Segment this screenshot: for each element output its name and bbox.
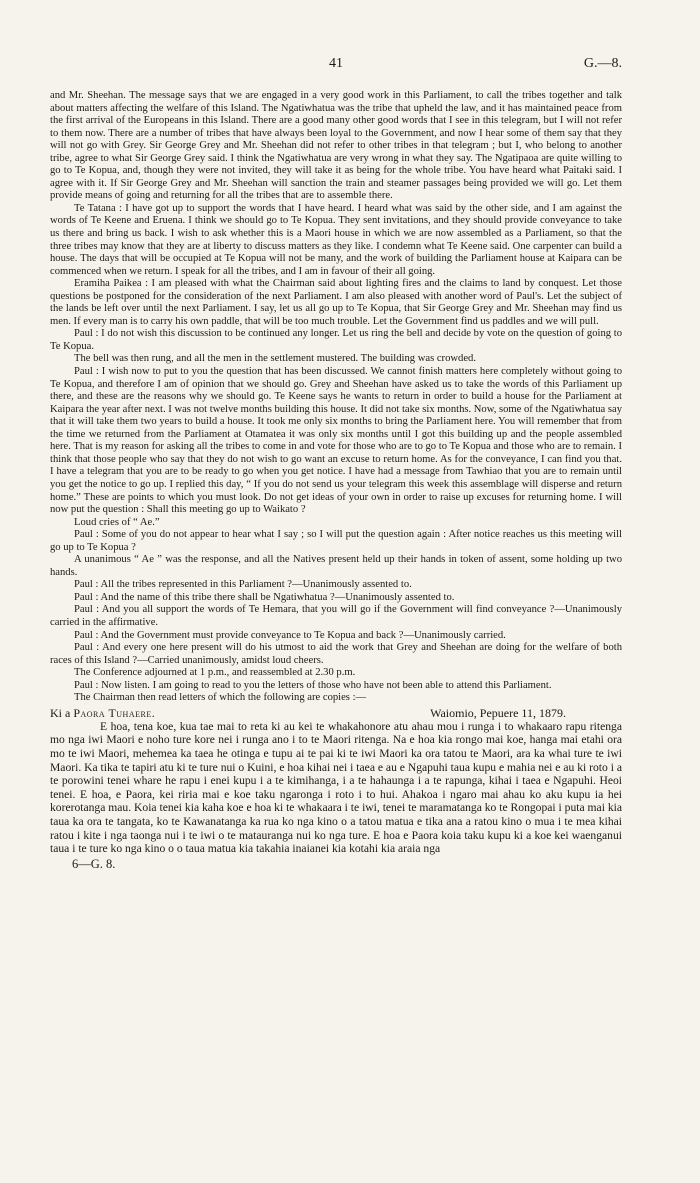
maori-letter: [50, 720, 622, 856]
maori-letter-text: E hoa, tena koe, kua tae mai to reta ki au kei te whakahonore atu ahau mou i runga i to whakaaro rapu ritenga mo nga iwi Maori e noho ture kore nei i runga ano i to te Maori ritenga. Na e hoa kia rongo mai koe, hanga mai etahi ora mo te iwi Maori, mehemea ka taea he otinga e tupu ai te pai ki te iwi Maori ka ora tatou te Maori, ara ka whai ture te iwi Maori. Ka tika te tapiri atu ki te ture nui o Kuini, e hoa kihai nei i taea e au e Ngapuhi taua kupu e mahia nei e au ki roto i a te porowini tenei whare he rapu i enei kupu i a te kimihanga, i a te hahaunga i a te rapunga, kihai i taea e Ngapuhi. Heoi tenei. E hoa, e Paora, kei riria mai e koe taku ngaronga i roto i to hui. Ahakoa i ngaro mai ahau ko aku kupu ia hei korerotanga mau. Koia tenei kia kaha koe e hoa ki te whakaara i te iwi, tenei te maramatanga ko te Rongopai i puta mai kia taua ka ora te tangata, ko te Kawanatanga ka rua ko nga kino o a tatou matua e tika ana a ratou kino o mua i te mea kihai ratou i kite i nga taonga nui i te iwi o te matauranga nui ko nga ture. E hoa e Paora koia taku kupu ki a koe kei waenganui taua i te ture ko nga kino o o taua matua kia takahia inaianei kia kotahi kia araia nga: [50, 719, 622, 856]
addressee-name: Paora Tuhaere.: [73, 705, 156, 720]
page-number: 41: [329, 56, 343, 71]
paragraph: The bell was then rung, and all the men in the settlement mustered. The building was crowded.: [74, 353, 476, 365]
document-body: [50, 90, 622, 870]
sheet-signature: 6—G. 8.: [72, 856, 116, 871]
letter-addressee: [50, 706, 155, 720]
paragraph: Paul : And the name of this tribe there shall be Ngatiwhatua ?—Unanimously assented to.: [74, 591, 455, 603]
page-header: [50, 0, 622, 71]
paragraph: The Chairman then read letters of which the following are copies :—: [74, 692, 367, 704]
paragraph: The Conference adjourned at 1 p.m., and reassembled at 2.30 p.m.: [74, 667, 356, 679]
paragraph: Paul : I wish now to put to you the question that has been discussed. We cannot finish matters here completely without going to Te Kopua, and therefore I am of opinion that we should go. Grey and Sheehan have asked us to take the words of this Parliament up there, and these are the reasons why we should go. Te Keene says he wants to return in order to build a house for the Parliament at Kaipara the year after next. I was not twelve months building this house. It did not take six months. Now, some of the Ngatiwhatua say that it will take them two years to build a house. It took me only six months to bring the Parliament here. You will remember that from the time we returned from the Parliament at Otamatea it was only six months until I got this building up and the people assembled here. That is my reason for asking all the tribes to come in and vote for those who are to go to Te Kopua and those who are to remain. I think that those people who say that they do not wish to go want an excuse to return home. As for the conveyance, I can find you that. I have a telegram that you are to be ready to go when you get notice. I have had a message from Tawhiao that you are to remain until you get the notice to go up. I replied this day, “ If you do not send us your telegram this week this assemblage will disperse and return home.” These are points to which you must look. Do not get ideas of your own in order to raise up excuses for returning home. I will now put the question : Shall this meeting go up to Waikato ?: [50, 366, 622, 516]
paragraph: Loud cries of “ Ae.”: [74, 516, 160, 528]
document-reference: G.—8.: [583, 56, 622, 71]
paragraph: Paul : All the tribes represented in this Parliament ?—Unanimously assented to.: [74, 579, 412, 591]
paragraph: Paul : And you all support the words of Te Hemara, that you will go if the Government will find conveyance ?—Unanimously carried in the affirmative.: [50, 604, 622, 628]
paragraph: Paul : And the Government must provide conveyance to Te Kopua and back ?—Unanimously carried.: [74, 629, 506, 641]
paragraph: Te Tatana : I have got up to support the words that I have heard. I heard what was said by the other side, and I am against the words of Te Keene and Eruena. I think we should go to Te Kopua. They sent invitations, and they should provide conveyance to take us there and bring us back. I wish to ask whether this is a Maori house in which we are now assembled as a Parliament, so that the three tribes may know that they are at liberty to discuss matters as they like. I condemn what Te Keene said. One carpenter can build a house. The days that will be occupied at Te Kopua will not be many, and the work of building the Parliament house at Kaipara can be commenced when we return. I speak for all the tribes, and I am in favour of their all going.: [50, 202, 622, 277]
letter-heading: [50, 706, 622, 720]
paragraph: A unanimous “ Ae ” was the response, and all the Natives present held up their hands in token of assent, some holding up two hands.: [50, 554, 622, 578]
addressee-prefix: Ki a: [50, 705, 74, 720]
paragraph: Paul : And every one here present will do his utmost to aid the work that Grey and Sheehan are doing for the welfare of both races of this Island ?—Carried unanimously, amidst loud cheers.: [50, 642, 622, 666]
paragraph: Paul : Some of you do not appear to hear what I say ; so I will put the question again : After notice reaches us this meeting will go up to Te Kopua ?: [50, 529, 622, 553]
paragraph: Paul : Now listen. I am going to read to you the letters of those who have not been able to attend this Parliament.: [74, 679, 552, 691]
paragraph: Paul : I do not wish this discussion to be continued any longer. Let us ring the bell and decide by vote on the question of going to Te Kopua.: [50, 328, 622, 352]
paragraph: Eramiha Paikea : I am pleased with what the Chairman said about lighting fires and the claims to land by conquest. Let those questions be postponed for the consideration of the next Parliament. I am also pleased with another word of Paul's. Let the subject of the lands be left over until the next Parliament. I say, let us all go up to Te Kopua, that Sir George Grey and Mr. Sheehan may find us men. If every man is to carry his own paddle, that will be too much trouble. Let the Government find us paddles and we will pull.: [50, 278, 622, 327]
english-proceedings: [50, 90, 622, 705]
letter-dateline: Waiomio, Pepuere 11, 1879.: [430, 705, 566, 720]
paragraph: and Mr. Sheehan. The message says that we are engaged in a very good work in this Parliament, to call the tribes together and talk about matters affecting the welfare of this Island. The Ngatiwhatua was the tribe that upheld the law, and it has maintained peace from the first arrival of the Europeans in this Island. There are a good many other good words that I see in this telegram, but I will not refer to them now. There are a number of tribes that have always been loyal to the Government, and now I hear some of them say that they will not go with Grey. Sir George Grey and Mr. Sheehan did not refer to other tribes in that telegram ; but I, who belong to another tribe, agree to what Sir George Grey said. I think the Ngatiwhatua are very wrong in what they say. The Ngatipaoa are quite willing to go to Te Kopua, and, though they were not invited, they will take it as being for the whole tribe. You have heard what Paitaki said. I agree with it. If Sir George Grey and Mr. Sheehan will sanction the train and steamer passages being provided we will go. Let them provide means of going and returning for all the tribes that are to assemble there.: [50, 90, 622, 202]
